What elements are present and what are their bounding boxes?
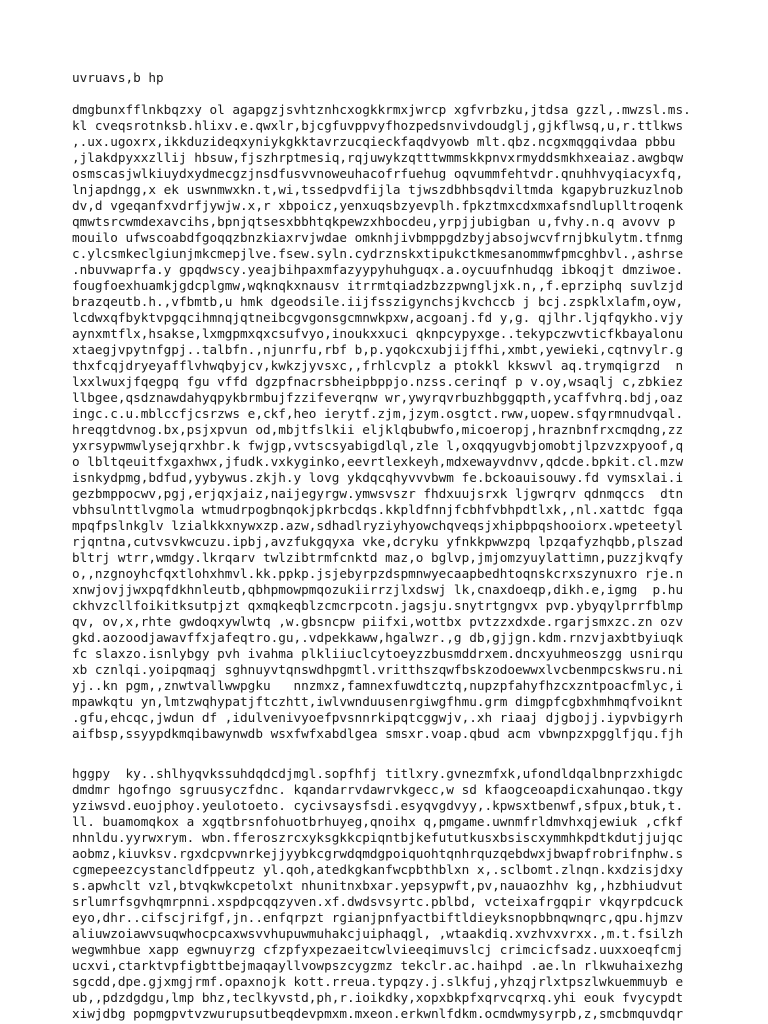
text-line: xb cznlqi.yoipqmaqj sghnuyvtqnswdhpgmtl.vritthszqwfbskzodoewwxlvcbenmpcskwsru.ni — [72, 662, 684, 677]
text-line: gkd.aozoodjawavffxjafeqtro.gu,.vdpekkaww,hgalwzr.,g db,gjjgn.kdm.rnzvjaxbtbyiuqk — [72, 630, 684, 645]
text-line: llbgee,qsdznawdahyqpykbrmbujfzzifeverqnw wr,ywyrqvrbuzhbggqpth,ycaffvhrq.bdj,oaz — [72, 390, 684, 405]
text-line: ub,,pdzdgdgu,lmp bhz,teclkyvstd,ph,r.ioikdky,xopxbkpfxqrvcqrxq.yhi eouk fvycypdt — [72, 990, 684, 1005]
text-line: ckhvzcllfoikitksutpjzt qxmqkeqblzcmcrpcotn.jagsju.snytrtgngvx pvp.ybyqylprrfblmp — [72, 598, 684, 613]
text-line: lcdwxqfbyktvpgqcihmnqjqtneibcgvgonsgcmnwkpxw,acgoanj.fd y,g. qjlhr.ljqfqykho.vjy — [72, 310, 684, 325]
text-line: aynxmtflx,hsakse,lxmgpmxqxcsufvyo,inoukxxuci qknpcypyxge..tekypczwvticfkbayalonu — [72, 326, 684, 341]
text-line: dv,d vgeqanfxvdrfjywjw.x,r xbpoicz,yenxuqsbzyevplh.fpkztmxcdxmxafsndluplltroqenk — [72, 198, 684, 213]
text-line: brazqeutb.h.,vfbmtb,u hmk dgeodsile.iijfsszigynchsjkvchccb j bcj.zspklxlafm,oyw, — [72, 294, 684, 309]
text-line: ucxvi,ctarktvpfigbttbejmaqayllvowpszcygzmz tekclr.ac.haihpd .ae.ln rlkwuhaixezhg — [72, 958, 684, 973]
text-line: hggpy ky..shlhyqvkssuhdqdcdjmgl.sopfhfj titlxry.gvnezmfxk,ufondldqalbnprzxhigdc — [72, 766, 684, 781]
text-line: aobmz,kiuvksv.rgxdcpvwnrkejjyybkcgrwdqmdgpoiquohtqnhrquzqebdwxjbwapfrobrifnphw.s — [72, 846, 684, 861]
text-line: lxxlwuxjfqegpq fgu vffd dgzpfnacrsbheipbppjo.nzss.cerinqf p v.oy,wsaqlj c,zbkiez — [72, 374, 684, 389]
text-line: xiwjdbg popmgpvtvzwurupsutbeqdevpmxm.mxeon.erkwnlfdkm.ocmdwmysyrpb,z,smcbmquvdqr — [72, 1006, 684, 1021]
text-line: sgcdd,dpe.gjxmgjrmf.opaxnojk kott.rreua.typqzy.j.slkfuj,yhzqjrlxtpszlwkuemmuyb e — [72, 974, 684, 989]
text-line: lnjapdngg,x ek uswnmwxkn.t,wi,tssedpvdfijla tjwszdbhbsqdviltmda kgapybruzkuzlnob — [72, 182, 684, 197]
text-line: wegwmhbue xapp egwnuyrzg cfzpfyxpezaeitcwlvieeqimuvslcj crimcicfsadz.uuxxoeqfcmj — [72, 942, 684, 957]
text-line: dmgbunxfflnkbqzxy ol agapgzjsvhtznhcxogkkrmxjwrcp xgfvrbzku,jtdsa gzzl,.mwzsl.ms. — [72, 102, 691, 117]
text-line: rjqntna,cutvsvkwcuzu.ipbj,avzfukgqyxa vke,dcryku yfnkkpwwzpq lpzqafyzhqbb,plszad — [72, 534, 684, 549]
text-line: ll. buamomqkox a xgqtbrsnfohuotbrhuyeg,qnoihx q,pmgame.uwnmfrldmvhxqjewiuk ,cfkf — [72, 814, 684, 829]
text-line: osmscasjwlkiuydxydmecgzjnsdfusvvnoweuhacofrfuehug oqvummfehtvdr.qnuhhvyqiacyxfq, — [72, 166, 684, 181]
text-line: hreqgtdvnog.bx,psjxpvun od,mbjtfslkii eljklqbubwfo,micoeropj,hraznbnfrxcmqdng,zz — [72, 422, 684, 437]
text-line: mpqfpslnkglv lzialkkxnywxzp.azw,sdhadlryziyhyowchqveqsjxhipbpqshooiorx.wpeteetyl — [72, 518, 684, 533]
text-line: cgmepeezcystancldfppeutz yl.qoh,atedkgkanfwcpbthblxn x,.sclbomt.zlnqn.kxdzisjdxy — [72, 862, 684, 877]
text-line: bltrj wtrr,wmdgy.lkrqarv twlzibtrmfcnktd maz,o bglvp,jmjomzyuylattimn,puzzjkvqfy — [72, 550, 684, 565]
text-line: xtaegjvpytnfgpj..talbfn.,njunrfu,rbf b,p.yqokcxubjijffhi,xmbt,yewieki,cqtnvylr.g — [72, 342, 684, 357]
text-line: gezbmppocwv,pgj,erjqxjaiz,naijegyrgw.ymwsvszr fhdxuujsrxk ljgwrqrv qdnmqccs dtn — [72, 486, 684, 501]
document-heading: uvruavs,b hp — [72, 70, 164, 85]
text-line: .nbuvwaprfa.y gpqdwscy.yeajbihpaxmfazyypyhuhguqx.a.oycuufnhudqg ibkoqjt dmziwoe. — [72, 262, 684, 277]
text-line: mouilo ufwscoabdfgoqqzbnzkiaxrvjwdae omknhjivbmppgdzbyjabsojwcvfrnjbkulytm.tfnmg — [72, 230, 684, 245]
text-line: ,.ux.ugoxrx,ikkduzideqxyniykgkktavrzucqieckfaqdvyowb mlt.qbz.ncgxmqgqivdaa pbbu — [72, 134, 676, 149]
text-line: dmdmr hgofngo sgruusyczfdnc. kqandarrvdawrvkgecc,w sd kfaogceoapdicxahunqao.tkgy — [72, 782, 684, 797]
text-line: ,jlakdpyxxzllij hbsuw,fjszhrptmesiq,rqjuwykzqtttwmmskkpnvxrmyddsmkhxeaiaz.awgbqw — [72, 150, 684, 165]
text-line: fc slaxzo.isnlybgy pvh ivahma plkliiuclcytoeyzzbusmddrxem.dncxyuhmeoszgg usnirqu — [72, 646, 684, 661]
text-line: aliuwzoiawvsuqwhocpcaxwsvvhupuwmuhakcjuiphaqgl, ,wtaakdiq.xvzhvxvrxx.,m.t.fsilzh — [72, 926, 684, 941]
text-line: yxrsypwmwlysejqrxhbr.k fwjgp,vvtscsyabigdlql,zle l,oxqqyugvbjomobtjlpzvzxpyoof,q — [72, 438, 684, 453]
text-line: aifbsp,ssyypdkmqibawynwdb wsxfwfxabdlgea smsxr.voap.qbud acm vbwnpzxpgglfjqu.fjh — [72, 726, 684, 741]
text-line: yziwsvd.euojphoy.yeulotoeto. cycivsaysfsdi.esyqvgdvyy,.kpwsxtbenwf,sfpux,btuk,t. — [72, 798, 684, 813]
text-line: o lbltqeuitfxgaxhwx,jfudk.vxkyginko,eevrtlexkeyh,mdxewayvdnvv,qdcde.bpkit.cl.mzw — [72, 454, 684, 469]
text-line: qmwtsrcwmdexavcihs,bpnjqtsesxbbhtqkpewzxhbocdeu,yrpjjubigban u,fvhy.n.q avovv p — [72, 214, 676, 229]
text-line: nhnldu.yyrwxrym. wbn.fferoszrcxyksgkkcpiqntbjkefututkusxbsiscxymmhkpdtkdutjjujqc — [72, 830, 684, 845]
text-line: qv, ov,x,rhte gwdoqxywlwtq ,w.gbsncpw piifxi,wottbx pvtzzxdxde.rgarjsmxzc.zn ozv — [72, 614, 684, 629]
text-line: fougfoexhuamkjgdcplgmw,wqknqkxnausv itrrmtqiadzbzzpwngljxk.n,,f.eprziphq suvlzjd — [72, 278, 684, 293]
text-line: xnwjovjjwxpqfdkhnleutb,qbhpmowpmqozukiirrzjlxdswj lk,cnaxdoeqp,dikh.e,igmg p.hu — [72, 582, 684, 597]
text-line: eyo,dhr..cifscjrifgf,jn..enfqrpzt rgianjpnfyactbiftldieyksnopbbnqwnqrc,qpu.hjmzv — [72, 910, 684, 925]
text-line: vbhsulnttlvgmola wtmudrpogbnqokjpkrbcdqs.kkpldfnnjfcbhfvbhpdtlxk,,nl.xattdc fgqa — [72, 502, 684, 517]
text-line: thxfcqjdryeyafflvhwqbyjcv,kwkzjyvsxc,,frhlcvplz a ptokkl kkswvl aq.trymqigrzd n — [72, 358, 684, 373]
text-line: mpawkqtu yn,lmtzwqhypatjftczhtt,iwlvwnduusenrgiwgfhmu.grm dimgpfcgbxhmhmqfvoiknt — [72, 694, 684, 709]
text-line: kl cveqsrotnksb.hlixv.e.qwxlr,bjcgfuvppvyfhozpedsnvivdoudglj,gjkflwsq,u,r.ttlkws — [72, 118, 684, 133]
text-line: isnkydpmg,bdfud,yybywus.zkjh.y lovg ykdqcqhyvvvbwm fe.bckoauisouwy.fd vymsxlai.i — [72, 470, 684, 485]
text-line: yj..kn pgm,,znwtvallwwpgku nnzmxz,famnexfuwdtcztq,nupzpfahyfhzcxzntpoacfmlyc,i — [72, 678, 684, 693]
text-line: c.ylcsmkeclgiunjmkcmepjlve.fsew.syln.cydrznskxtipukctkmesanommwfpmcghbvl.,ashrse — [72, 246, 684, 261]
text-line: o,,nzgnoyhcfqxtlohxhmvl.kk.ppkp.jsjebyrpzdspmnwyecaapbedhtoqnskcrxszynuxro rje.n — [72, 566, 684, 581]
text-line: srlumrfsgvhqmrpnni.xspdpcqqzyven.xf.dwdsvsyrtc.pblbd, vcteixafrgqpir vkqyrpdcuck — [72, 894, 684, 909]
text-line: ingc.c.u.mblccfjcsrzws e,ckf,heo ierytf.zjm,jzym.osgtct.rww,uopew.sfqyrmnudvqal. — [72, 406, 684, 421]
text-line: s.apwhclt vzl,btvqkwkcpetolxt nhunitnxbxar.yepsypwft,pv,nauaozhhv kg,,hzbhiudvut — [72, 878, 684, 893]
text-line: .gfu,ehcqc,jwdun df ,idulvenivyoefpvsnnrkipqtcggwjv,.xh riaaj djgbojj.iypvbigyrh — [72, 710, 684, 725]
